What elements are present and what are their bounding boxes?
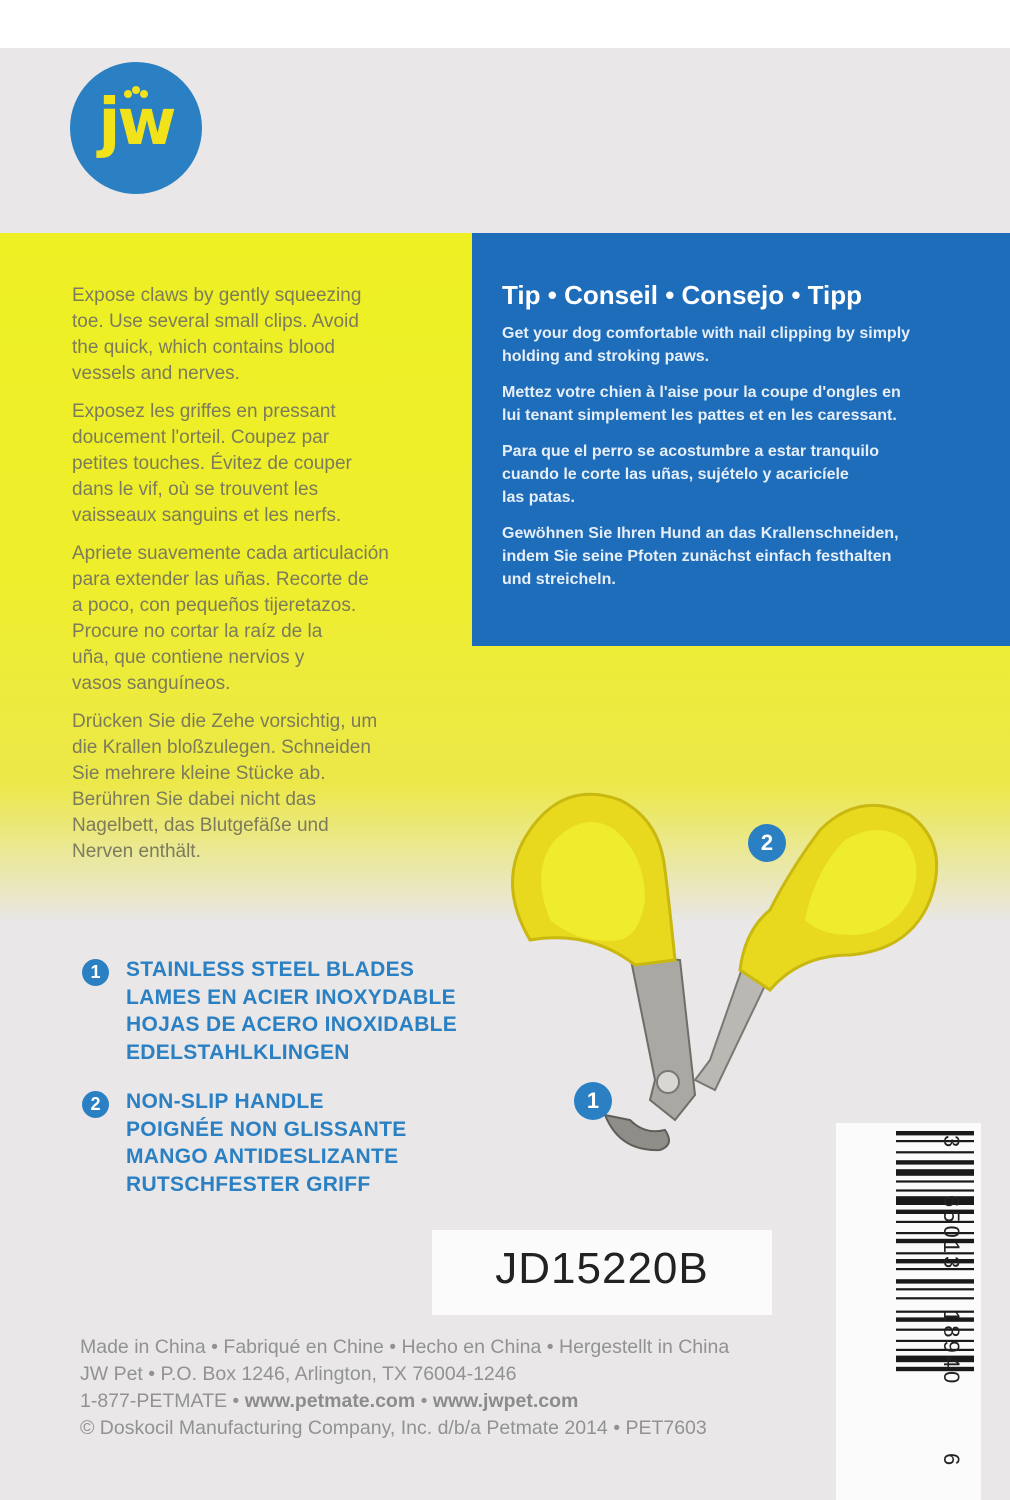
footer-separator: • bbox=[415, 1390, 433, 1412]
callout-blades: 1 bbox=[574, 1082, 612, 1120]
barcode-lead-digit: 6 bbox=[939, 1453, 964, 1466]
feature-line: EDELSTAHLKLINGEN bbox=[126, 1040, 350, 1064]
feature-line: HOJAS DE ACERO INOXIDABLE bbox=[126, 1013, 458, 1036]
feature-line: NON-SLIP HANDLE bbox=[126, 1090, 324, 1113]
footer-contact bbox=[80, 1388, 820, 1415]
feature-line: RUTSCHFESTER GRIFF bbox=[126, 1172, 371, 1196]
feature-number: 1 bbox=[82, 959, 109, 986]
tip-title: Tip • Conseil • Consejo • Tipp bbox=[502, 280, 863, 310]
barcode-digits bbox=[922, 1125, 964, 1475]
logo-text: jw bbox=[98, 86, 174, 160]
footer bbox=[80, 1334, 820, 1442]
instructions-text bbox=[72, 283, 457, 877]
feature-list bbox=[82, 956, 457, 1220]
feature-line: STAINLESS STEEL BLADES bbox=[126, 958, 415, 981]
tip-spanish: Para que el perro se acostumbre a estar tranquilo cuando le corte las uñas, sujételo y acaricíele las patas. bbox=[502, 443, 880, 506]
hang-tab-area bbox=[0, 0, 1010, 48]
footer-separator: • bbox=[227, 1390, 245, 1412]
instructions-german: Drücken Sie die Zehe vorsichtig, um die Krallen bloßzulegen. Schneiden Sie mehrere kleine Stücke ab. Berühren Sie dabei nicht das Nagelbett, das Blutgefäße und Nerven enthält. bbox=[72, 711, 378, 862]
footer-link-jwpet[interactable]: www.jwpet.com bbox=[432, 1390, 579, 1412]
sku-code: JD15220B bbox=[495, 1244, 709, 1293]
barcode-left-digits: 18940 bbox=[939, 1310, 964, 1387]
instructions-english: Expose claws by gently squeezing toe. Use several small clips. Avoid the quick, which contains blood vessels and nerves. bbox=[72, 285, 362, 384]
barcode-right-digits: 65013 bbox=[939, 1195, 964, 1272]
tip-french: Mettez votre chien à l'aise pour la coupe d'ongles en lui tenant simplement les pattes et en les caressant. bbox=[502, 384, 901, 424]
jw-logo bbox=[70, 62, 202, 194]
instructions-spanish: Apriete suavemente cada articulación para extender las uñas. Recorte de a poco, con pequeños tijeretazos. Procure no cortar la raíz de la uña, que contiene nervios y vasos sanguíneos. bbox=[72, 543, 389, 694]
barcode-check-digit: 3 bbox=[939, 1135, 964, 1148]
footer-address: JW Pet • P.O. Box 1246, Arlington, TX 76004-1246 bbox=[80, 1363, 517, 1385]
tip-english: Get your dog comfortable with nail clipping by simply holding and stroking paws. bbox=[502, 325, 911, 365]
tip-german: Gewöhnen Sie Ihren Hund an das Krallenschneiden, indem Sie seine Pfoten zunächst einfach festhalten und streicheln. bbox=[502, 525, 899, 588]
feature-handle bbox=[82, 1088, 457, 1198]
callout-handle: 2 bbox=[748, 824, 786, 862]
feature-line: LAMES EN ACIER INOXYDABLE bbox=[126, 985, 456, 1009]
feature-line: POIGNÉE NON GLISSANTE bbox=[126, 1117, 407, 1141]
sku-sticker bbox=[432, 1230, 772, 1315]
footer-phone: 1-877-PETMATE bbox=[80, 1390, 228, 1412]
feature-line: MANGO ANTIDESLIZANTE bbox=[126, 1145, 399, 1168]
feature-number: 2 bbox=[82, 1091, 109, 1118]
feature-blades bbox=[82, 956, 457, 1066]
instructions-french: Exposez les griffes en pressant doucement l'orteil. Coupez par petites touches. Évitez de couper dans le vif, où se trouvent les vaisseaux sanguins et les nerfs. bbox=[72, 401, 352, 526]
footer-origin: Made in China • Fabriqué en Chine • Hecho en China • Hergestellt in China bbox=[80, 1336, 730, 1358]
footer-link-petmate[interactable]: www.petmate.com bbox=[244, 1390, 416, 1412]
footer-copyright: © Doskocil Manufacturing Company, Inc. d/b/a Petmate 2014 • PET7603 bbox=[80, 1417, 707, 1439]
tip-text bbox=[502, 322, 972, 604]
